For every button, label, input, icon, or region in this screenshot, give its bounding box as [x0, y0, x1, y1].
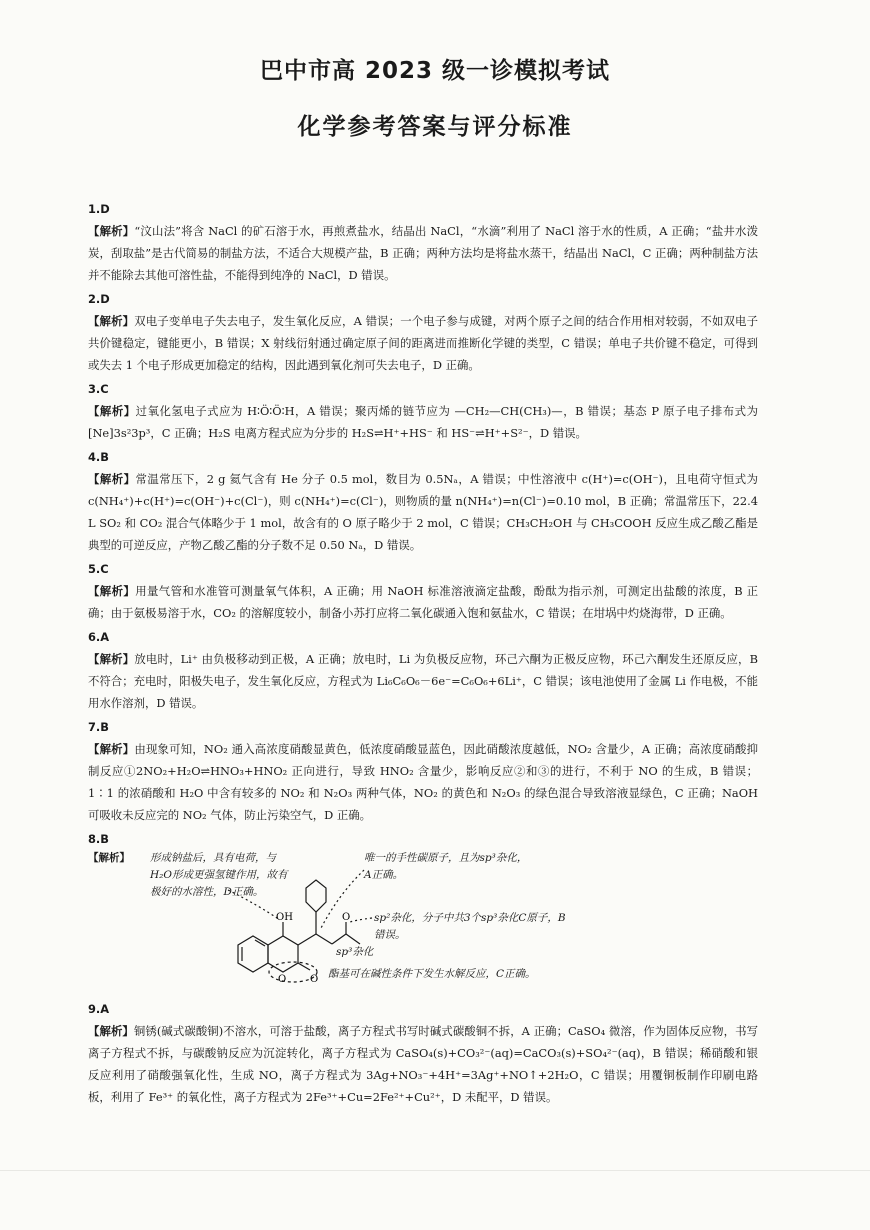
analysis-tag: 【解析】: [88, 742, 135, 756]
molecule-structure-svg: [88, 850, 758, 990]
question-3: [88, 378, 758, 444]
analysis-tag: 【解析】: [88, 314, 135, 328]
analysis-tag: 【解析】: [88, 224, 135, 238]
explanation-text: 常温常压下，2 g 氦气含有 He 分子 0.5 mol，数目为 0.5Nₐ，A 错误；中性溶液中 c(H⁺)=c(OH⁻)，且电荷守恒式为 c(NH₄⁺)+c(H⁺)=c(OH⁻)+c(Cl⁻)，则 c(NH₄⁺)=c(Cl⁻)，则物质的量 n(NH₄⁺)=n(Cl⁻)=0.10 mol，B 正确；常温常压下，22.4 L SO₂ 和 CO₂ 混合气体略少于 1 mol，故含有的 O 原子略少于 2 mol，C 错误；CH₃CH₂OH 与 CH₃COOH 反应生成乙酸乙酯是典型的可逆反应，产物乙酸乙酯的分子数不足 0.50 Nₐ，D 错误。: [88, 472, 758, 552]
explanation-text: 用量气管和水准管可测量氧气体积，A 正确；用 NaOH 标准溶液滴定盐酸，酚酞为指示剂，可测定出盐酸的浓度，B 正确；由于氨极易溶于水，CO₂ 的溶解度较小，制备小苏打应将二氧化碳通入饱和氨盐水，C 错误；在坩埚中灼烧海带，D 正确。: [88, 584, 758, 620]
question-number: 9.A: [88, 1002, 110, 1016]
oh-label: OH: [276, 912, 293, 923]
question-number: 2.D: [88, 292, 110, 306]
analysis-tag: 【解析】: [88, 472, 136, 486]
ketone-oxygen-label: O: [342, 912, 351, 923]
analysis-tag: 【解析】: [88, 1024, 134, 1038]
annotation-sp3: sp³杂化: [336, 946, 374, 958]
page-title: 巴中市高 2023 级一诊模拟考试: [259, 58, 611, 84]
question-5: [88, 558, 758, 624]
structure-diagram: [88, 850, 758, 990]
question-8: [88, 828, 758, 990]
question-6: [88, 626, 758, 714]
explanation-text: 铜锈(碱式碳酸铜)不溶水，可溶于盐酸，离子方程式书写时碱式碳酸铜不拆，A 正确；CaSO₄ 微溶，作为固体反应物，书写离子方程式不拆，与碳酸钠反应为沉淀转化，离子方程式为 CaSO₄(s)+CO₃²⁻(aq)=CaCO₃(s)+SO₄²⁻(aq)，B 错误；稀硝酸和银反应利用了硝酸强氧化性，生成 NO，离子方程式为 3Ag+NO₃⁻+4H⁺=3Ag⁺+NO↑+2H₂O，C 错误；用覆铜板制作印刷电路板，利用了 Fe³⁺ 的氧化性，离子方程式为 2Fe³⁺+Cu=2Fe²⁺+Cu²⁺，D 未配平，D 错误。: [88, 1024, 758, 1104]
explanation-text: 过氧化氢电子式应为 H∶Ö∶Ö∶H，A 错误；聚丙烯的链节应为 —CH₂—CH(CH₃)—，B 错误；基态 P 原子电子排布式为 [Ne]3s²3p³，C 正确；H₂S 电离方程式应为分步的 H₂S⇌H⁺+HS⁻ 和 HS⁻⇌H⁺+S²⁻，D 错误。: [88, 404, 758, 440]
question-9: [88, 998, 758, 1108]
explanation-text: 双电子变单电子失去电子，发生氧化反应，A 错误；一个电子参与成键，对两个原子之间的结合作用相对较弱，不如双电子共价键稳定，键能更小，B 错误；X 射线衍射通过确定原子间的距离进而推断化学键的类型，C 错误；单电子共价键不稳定，可得到或失去 1 个电子形成更加稳定的结构，因此遇到氧化剂可失去电子，D 正确。: [88, 314, 758, 372]
page-subtitle: 化学参考答案与评分标准: [297, 114, 573, 140]
explanation-text: 放电时，Li⁺ 由负极移动到正极，A 正确；放电时，Li 为负极反应物，环己六酮为正极反应物，环己六酮发生还原反应，B 不符合；充电时，阳极失电子，发生氧化反应，方程式为 Li₆C₆O₆－6e⁻=C₆O₆+6Li⁺，C 错误；该电池使用了金属 Li 作电极，不能用水作溶剂，D 错误。: [88, 652, 758, 710]
analysis-tag: 【解析】: [88, 404, 136, 418]
explanation-text: 由现象可知，NO₂ 通入高浓度硝酸显黄色，低浓度硝酸显蓝色，因此硝酸浓度越低，NO₂ 含量少，A 正确；高浓度硝酸抑制反应①2NO₂+H₂O⇌HNO₃+HNO₂ 正向进行，导致 HNO₂ 含量少，影响反应②和③的进行，不利于 NO 的生成，B 错误；1∶1 的浓硝酸和 H₂O 中含有较多的 NO₂ 和 N₂O₃ 两种气体，NO₂ 的黄色和 N₂O₃ 的绿色混合导致溶液显绿色，C 正确；NaOH 可吸收未反应完的 NO₂ 气体，防止污染空气，D 正确。: [88, 742, 758, 822]
question-explanation: [88, 468, 758, 556]
phenyl-ring-top: [306, 880, 326, 912]
question-explanation: [88, 580, 758, 624]
question-7: [88, 716, 758, 826]
annotation-ester: 酯基可在碱性条件下发生水解反应，C正确。: [328, 968, 536, 980]
question-number: 6.A: [88, 630, 110, 644]
annotation-solubility: 形成钠盐后，具有电荷，与 H₂O形成更强氢键作用，故有极好的水溶性，D正确。: [150, 852, 288, 898]
page-bottom-edge: [0, 1170, 870, 1171]
question-explanation: [88, 310, 758, 376]
annotation-hybridization: sp²杂化，分子中共3个sp³杂化C原子，B错误。: [374, 912, 566, 941]
explanation-text: “汶山法”将含 NaCl 的矿石溶于水，再煎煮盐水，结晶出 NaCl，“水滴”利用了 NaCl 溶于水的性质，A 正确；“盐井水泼炭，刮取盐”是古代简易的制盐方法，不适合大规模产盐，B 正确；两种方法均是将盐水蒸干，结晶出 NaCl，C 正确；两种制盐方法并不能除去其他可溶性盐，不能得到纯净的 NaCl，D 错误。: [88, 224, 758, 282]
question-4: [88, 446, 758, 556]
question-explanation: [88, 1020, 758, 1108]
question-number: 7.B: [88, 720, 109, 734]
question-number: 8.B: [88, 832, 109, 846]
question-explanation: [88, 220, 758, 286]
question-1: [88, 198, 758, 286]
question-number: 4.B: [88, 450, 109, 464]
answers-list: [88, 196, 758, 1108]
analysis-tag: 【解析】: [88, 584, 136, 598]
question-explanation: [88, 738, 758, 826]
analysis-tag: 【解析】: [88, 652, 135, 666]
question-explanation: [88, 400, 758, 444]
question-2: [88, 288, 758, 376]
question-number: 1.D: [88, 202, 110, 216]
analysis-tag: 【解析】: [88, 852, 130, 864]
ring-oxygen-label: O: [278, 974, 287, 985]
carbonyl-oxygen-label: O: [310, 974, 319, 985]
question-explanation: [88, 648, 758, 714]
question-number: 3.C: [88, 382, 109, 396]
annotation-chiral-carbon: 唯一的手性碳原子，且为sp³杂化，A正确。: [364, 852, 528, 881]
question-number: 5.C: [88, 562, 109, 576]
